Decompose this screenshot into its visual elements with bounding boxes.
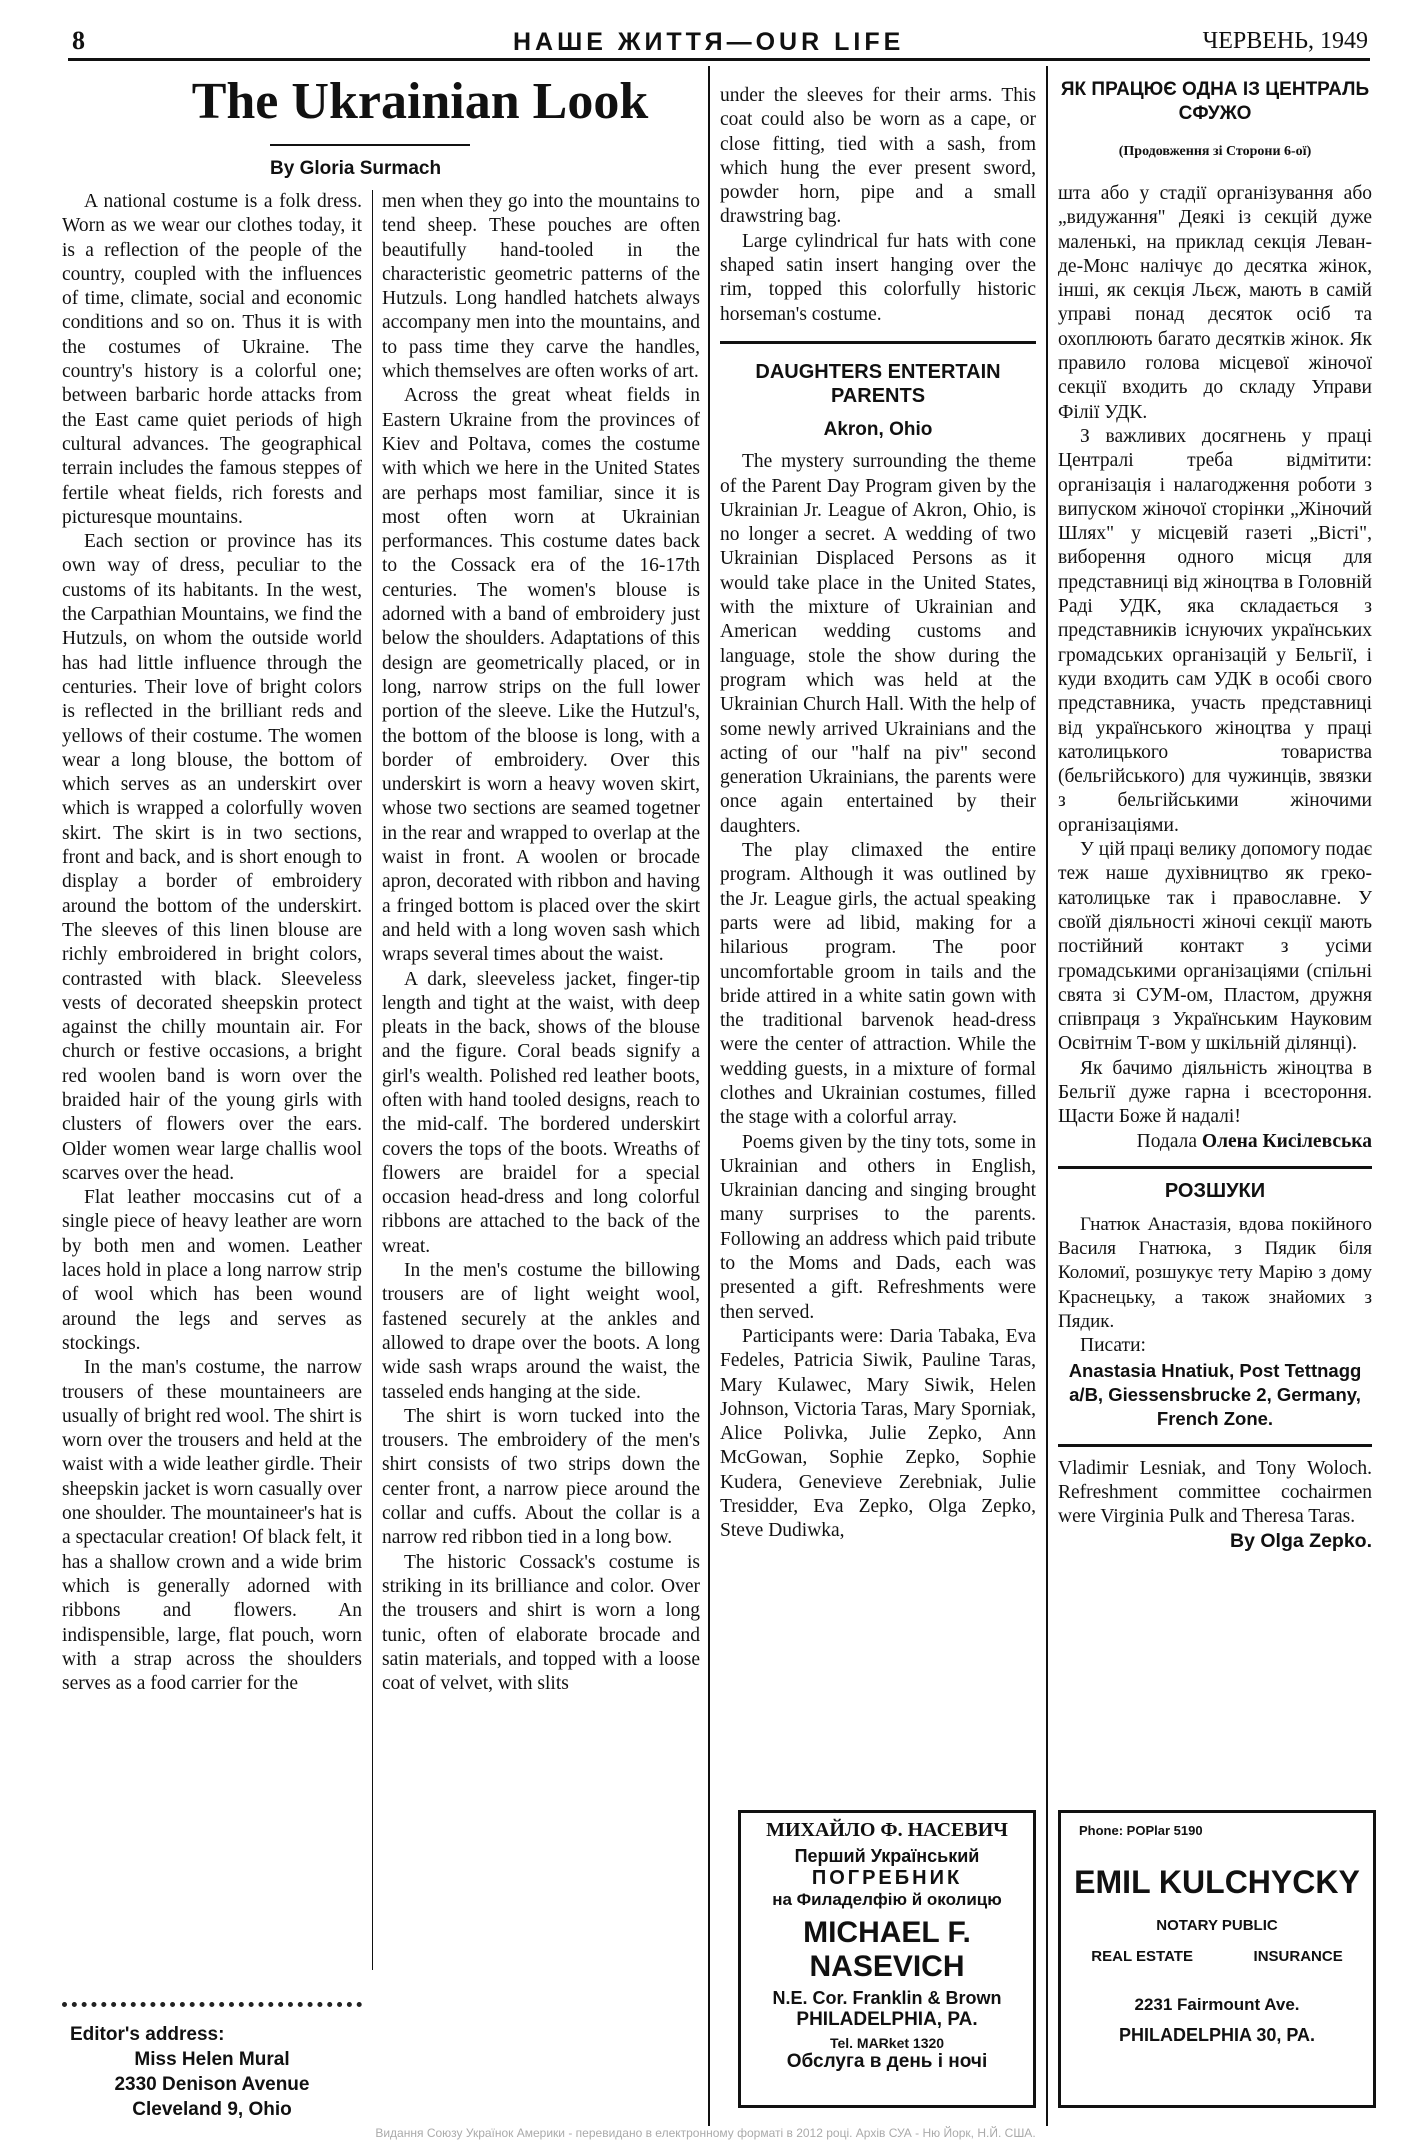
page-header bbox=[68, 26, 1368, 56]
paragraph: Flat leather moccasins cut of a single piece of heavy leather are worn by both men and women. Leather laces hold in place a long narrow strip of wool which has been wound around the legs and serves as stockings. bbox=[62, 1187, 362, 1354]
paragraph: Across the great wheat fields in Eastern Ukraine from the provinces of Kiev and Poltava, comes the costume with which we here in the United States are perhaps most familiar, since it is most often worn at Ukrainian performances. This costume dates back to the Cossack era of the 16-17th centuries. The women's blouse is adorned with a band of embroidery just below the shoulders. Adaptations of this design are geometrically placed, or in long, narrow strips on the full lower portion of the sleeve. Like the Hutzul's, the bottom of the bloose is long, with a border of embroidery. Over this underskirt is worn a heavy woven skirt, whose two sections are seamed togetner in the rear and wrapped to overlap at the waist in front. A woolen or brocade apron, decorated with ribbon and having a fringed bottom is placed over the skirt and held with a long woven sash which wraps several times about the waist. bbox=[382, 385, 700, 966]
section-rule bbox=[1058, 1444, 1372, 1447]
paragraph: The play climaxed the entire program. Although it was outlined by the Jr. League girls, the actual speaking parts were ad libid, making for a hilarious program. The poor uncomfortable groom in tails and the bride attired in a white satin gown with the traditional barvenok head-dress were the center of attraction. While the wedding guests, in a mixture of formal clothes and Ukrainian costumes, filled the stage with a colorful array. bbox=[720, 840, 1036, 1129]
paragraph: шта або у стадії організування або „видужання" Деякі із секцій дуже маленькі, на приклад секція Леван-де-Монс налічує до десятка жінок, інші, як секція Льєж, мають в самій управі понад десяток осіб та охоплюють багато десятків жінок. Як правило голова місцевої жіночої секції входить до складу Управи Філії УДК. bbox=[1058, 183, 1372, 423]
ad-line: Перший Український bbox=[794, 1846, 980, 1866]
paragraph: Vladimir Lesniak, and Tony Woloch. Refreshment committee cochairmen were Virginia Pulk and Theresa Taras. bbox=[1058, 1457, 1372, 1528]
paragraph: A dark, sleeveless jacket, finger-tip length and tight at the waist, with deep pleats in the back, shows of the blouse and the figure. Coral beads signify a girl's wealth. Polished red leather boots, often with hand tooled designs, reach to the mid-calf. The bordered underskirt covers the tops of the boots. Wreaths of flowers are braidel for a special occasion head-dress and long colorful ribbons are attached to the back of the wreat. bbox=[382, 968, 700, 1257]
ad-line: N.E. Cor. Franklin & Brown bbox=[772, 1988, 1002, 2008]
continued-note: (Продовження зі Сторони 6-ої) bbox=[1118, 144, 1312, 159]
ad-line: Phone: POPlar 5190 bbox=[1079, 1823, 1203, 1838]
paragraph: Large cylindrical fur hats with cone shaped satin insert hanging over the rim, topped this colorfully historic horseman's costume. bbox=[720, 230, 1036, 325]
ad-line: PHILADELPHIA 30, PA. bbox=[1118, 2025, 1316, 2045]
editor-street: 2330 Denison Avenue bbox=[114, 2074, 310, 2095]
article-column bbox=[62, 190, 362, 1696]
article-title: DAUGHTERS ENTERTAIN PARENTS bbox=[755, 360, 1001, 407]
paragraph: men when they go into the mountains to tend sheep. These pouches are often beautifully hand-tooled in the characteristic geometric patterns of the Hutzuls. Long handled hatchets always accompany men into the mountains, and to pass time they carve the handles, which themselves are often works of art. bbox=[382, 191, 700, 383]
ad-line: MICHAEL F. NASEVICH bbox=[803, 1916, 971, 1983]
archive-footer: Видання Союзу Українок Америки - перевидано в електронному форматі в 2012 році. Архів СУА - Ню Йорк, Н.Й. США. bbox=[375, 2126, 1036, 2140]
signature bbox=[1058, 1130, 1372, 1154]
paragraph: under the sleeves for their arms. This coat could also be worn as a cape, or close fitting, tied with a sash, from which hung the ever present sword, powder horn, pipe and a small drawstring bag. bbox=[720, 85, 1036, 228]
masthead: НАШЕ ЖИТТЯ—OUR LIFE bbox=[513, 28, 905, 56]
signature: By Olga Zepko. bbox=[1230, 1530, 1372, 1553]
ad-line: МИХАЙЛО Ф. НАСЕВИЧ bbox=[766, 1819, 1008, 1841]
paragraph: The mystery surrounding the theme of the Parent Day Program given by the Ukrainian Jr. League of Akron, Ohio, is no longer a secret. A wedding of two Ukrainian Displaced Persons as it would take place in the United States, with the mixture of Ukrainian and American wedding customs and language, stole the show during the program which was held at the Ukrainian Church Hall. With the help of some newly arrived Ukrainians and the acting of our "half na piv" second generation Ukrainians, the parents were once again entertained by their daughters. bbox=[720, 451, 1036, 837]
header-rule bbox=[68, 58, 1370, 61]
ad-line: ПОГРЕБНИК bbox=[811, 1867, 963, 1889]
section-divider bbox=[62, 2002, 362, 2011]
advertisement-kulchycky bbox=[1058, 1810, 1376, 2108]
signature-name: Олена Кисілевська bbox=[1201, 1130, 1372, 1152]
paragraph: Гнатюк Анастазія, вдова покійного Василя Гнатюка, з Пядик біля Коломиї, розшукує тету Марію з дому Краснецьку, а також знайомих з Пядик. bbox=[1058, 1213, 1372, 1333]
article-column bbox=[382, 190, 700, 1696]
ad-line: NOTARY PUBLIC bbox=[1156, 1917, 1278, 1934]
ad-line: Tel. MARket 1320 bbox=[829, 2035, 945, 2051]
article-title: The Ukrainian Look bbox=[191, 73, 649, 130]
paragraph: The historic Cossack's costume is striking in its brilliance and color. Over the trousers and shirt is worn a long tunic, often of elaborate brocade and satin materials, and topped with a loose coat of velvet, with slits bbox=[382, 1551, 700, 1695]
paragraph: Each section or province has its own way of dress, peculiar to the customs of its habitants. In the west, the Carpathian Mountains, we find the Hutzuls, on whom the outside world has had little influence through the centuries. Their love of bright colors is reflected in the brilliant reds and yellows of their costume. The women wear a long blouse, the bottom of which serves as an underskirt over which is wrapped a colorfully woven skirt. The skirt is in two sections, front and back, and is short enough to display a border of embroidery around the bottom of the underskirt. The sleeves of this linen blouse are richly embroidered in bright colors, contrasted with black. Sleeveless vests of decorated sheepskin protect against the chilly mountain air. For church or festive occasions, a bright red woolen band is worn over the braided hair of the young girls with clusters of flowers over the ears. Older women wear large challis wool scarves over the head. bbox=[62, 531, 363, 1184]
ad-line: PHILADELPHIA, PA. bbox=[796, 2009, 978, 2030]
section-rule bbox=[720, 341, 1036, 344]
signature-label: Подала bbox=[1136, 1130, 1198, 1152]
column-rule bbox=[372, 190, 373, 1970]
column-rule bbox=[1046, 66, 1048, 2126]
article-title: РОЗШУКИ bbox=[1164, 1179, 1266, 1202]
paragraph: A national costume is a folk dress. Worn as we wear our clothes today, it is a reflection of the people of the country, coupled with the influences of time, climate, social and economic conditions and so on. Thus it is with the costumes of Ukraine. The country's history is a colorful one; between barbaric horde attacks from the East came quiet periods of high cultural advances. The geographical terrain includes the famous steppes of fertile wheat fields, rich forests and picturesque mountains. bbox=[62, 191, 362, 528]
ad-line: Обслуга в день і ночі bbox=[786, 2051, 988, 2072]
paragraph: Participants were: Daria Tabaka, Eva Fedeles, Patricia Siwik, Pauline Taras, Mary Kulawec, Mary Siwik, Helen Johnson, Victoria Taras, Mary Sporniak, Alice Polivka, Julie Zepko, Ann McGowan, Sophie Zepko, Sophie Kudera, Genevieve Zerebniak, Julie Tresidder, Eva Zepko, Olga Zepko, Steve Dudiwka, bbox=[720, 1325, 1036, 1542]
paragraph: У цій праці велику допомогу подає теж наше духівництво як греко-католицьке так і православне. У своїй діяльності жіночі секції мають постійний контакт з усіми громадськими організаціями (спільні свята зі СУМ-ом, Пластом, дружня співпраця з Українським Науковим Освітнім Т-вом у шкільній ділянці). bbox=[1058, 839, 1372, 1055]
byline: By Gloria Surmach bbox=[270, 158, 442, 179]
issue-date: ЧЕРВЕНЬ, 1949 bbox=[1202, 28, 1368, 54]
ukrainian-article-header bbox=[1058, 78, 1372, 160]
page-number: 8 bbox=[72, 26, 85, 55]
paragraph: Anastasia Hnatiuk, Post Tettnagg a/B, Giessensbrucke 2, Germany, French Zone. bbox=[1068, 1359, 1362, 1430]
editor-name: Miss Helen Mural bbox=[134, 2049, 290, 2070]
paragraph: In the man's costume, the narrow trousers of these mountaineers are usually of bright red wool. The shirt is worn over the trousers and held at the waist with a wide leather girdle. Their sheepskin jacket is worn casually over one shoulder. The mountaineer's hat is a spectacular creation! Of black felt, it has a shallow crown and a wide brim which is generally adorned with ribbons and flowers. An indispensible, large, flat pouch, worn with a strap across the shoulders serves as a food carrier for the bbox=[62, 1357, 362, 1695]
article-column bbox=[1058, 182, 1372, 1554]
dateline: Akron, Ohio bbox=[823, 418, 933, 440]
ad-line: REAL ESTATE bbox=[1091, 1948, 1193, 1965]
advertisement-nasevich bbox=[738, 1810, 1036, 2108]
paragraph: Як бачимо діяльність жіноцтва в Бельгії дуже гарна і всестороння. Щасти Боже й надалі! bbox=[1058, 1057, 1372, 1128]
ad-line: 2231 Fairmount Ave. bbox=[1134, 1995, 1300, 2014]
section-rule bbox=[1058, 1166, 1372, 1169]
column-rule bbox=[708, 66, 710, 2126]
ad-line: EMIL KULCHYCKY bbox=[1074, 1864, 1360, 1900]
article-column bbox=[720, 84, 1036, 1544]
paragraph: In the men's costume the billowing trousers are of light weight wool, fastened securely at the ankles and allowed to drape over the boots. A long wide sash wraps around the waist, the tasseled ends hanging at the side. bbox=[382, 1260, 700, 1403]
paragraph: The shirt is worn tucked into the trousers. The embroidery of the men's shirt consists of two strips down the center front, a narrow piece around the collar and cuffs. About the collar is a narrow red ribbon tied in a long bow. bbox=[382, 1405, 700, 1549]
editor-address bbox=[62, 2022, 362, 2122]
paragraph: Писати: bbox=[1080, 1335, 1146, 1357]
editor-label: Editor's address: bbox=[70, 2024, 225, 2045]
title-rule bbox=[270, 144, 470, 146]
paragraph: Poems given by the tiny tots, some in Ukrainian and others in English, Ukrainian dancing and singing brought many surprises to the parents. Following an address which paid tribute to the Moms and Dads, each was presented a gift. Refreshments were then served. bbox=[720, 1131, 1036, 1323]
ad-line: INSURANCE bbox=[1253, 1948, 1343, 1965]
ad-line: на Филаделфію й околицю bbox=[772, 1890, 1002, 1909]
article-title: ЯК ПРАЦЮЄ ОДНА ІЗ ЦЕНТРАЛЬ СФУЖО bbox=[1060, 79, 1370, 124]
paragraph: З важливих досягнень у праці Централі треба відмітити: організація і налагодження роботи з випуском жіночої сторінки „Жіночий Шлях" у місцевій газеті „Вісті", виборення одного місця для представниці від жіноцтва в Головній Раді УДК, яка складається з представників існуючих українських громадських організацій у Бельгії, і куди входить сам УДК в особі свого представника, участь представниці від українського жіноцтва у праці католицького товариства (бельгійського) для чужинців, звязки з бельгійськими жіночими організаціями. bbox=[1058, 425, 1372, 836]
editor-city: Cleveland 9, Ohio bbox=[132, 2099, 292, 2120]
ad-line bbox=[1061, 1948, 1373, 1965]
